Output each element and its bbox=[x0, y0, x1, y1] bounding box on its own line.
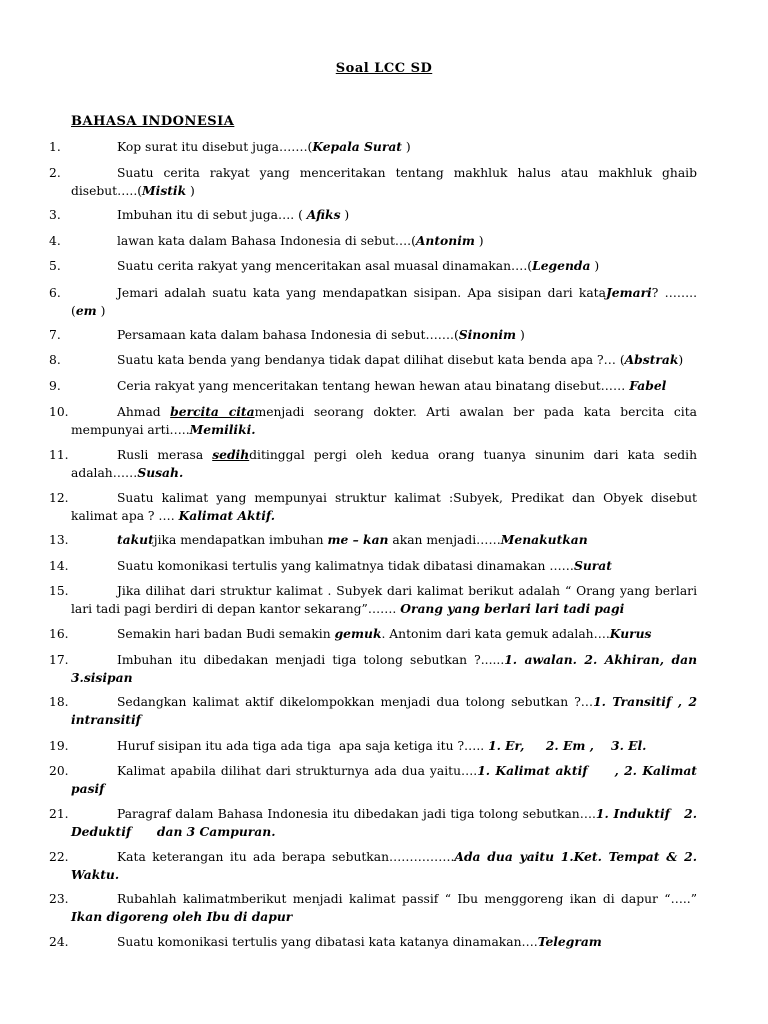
section-heading: BAHASA INDONESIA bbox=[71, 114, 235, 129]
question-number: 20. bbox=[49, 764, 69, 778]
answer-text: Kurus bbox=[609, 626, 652, 641]
answer-text: Telegram bbox=[537, 934, 602, 949]
question-text: Suatu cerita rakyat yang menceritakan asal muasal dinamakan….(Legenda ) bbox=[117, 258, 600, 273]
question-text: Kata keterangan itu ada berapa sebutkan…………….Ada dua yaitu 1.Ket. Tempat & 2. Waktu. bbox=[71, 849, 697, 882]
answer-text: Susah. bbox=[137, 465, 184, 480]
question-text: takutjika mendapatkan imbuhan me – kan akan menjadi……Menakutkan bbox=[117, 532, 588, 547]
question-text: lawan kata dalam Bahasa Indonesia di sebut….(Antonim ) bbox=[117, 233, 484, 248]
answer-text: Ada dua yaitu 1.Ket. Tempat & 2. Waktu. bbox=[71, 849, 697, 882]
question-number: 4. bbox=[49, 234, 61, 248]
question-number: 10. bbox=[49, 405, 69, 419]
question-text: Huruf sisipan itu ada tiga ada tiga apa saja ketiga itu ?….. 1. Er, 2. Em , 3. El. bbox=[117, 738, 647, 753]
question-text: Suatu kalimat yang mempunyai struktur kalimat :Subyek, Predikat dan Obyek disebut kalimat apa ? …. Kalimat Aktif. bbox=[71, 491, 697, 523]
answer-text: 1. Transitif , 2 intransitif bbox=[71, 694, 697, 727]
question-number: 21. bbox=[49, 807, 69, 821]
answer-text: 1. awalan. 2. Akhiran, dan 3.sisipan bbox=[71, 652, 698, 685]
question-text: Semakin hari badan Budi semakin gemuk. Antonim dari kata gemuk adalah….Kurus bbox=[117, 626, 652, 641]
answer-text: Kalimat Aktif. bbox=[178, 508, 276, 523]
answer-text: Menakutkan bbox=[500, 532, 588, 547]
question-text: Suatu kata benda yang bendanya tidak dapat dilihat disebut kata benda apa ?… (Abstrak) bbox=[117, 352, 684, 367]
question-number: 7. bbox=[49, 328, 61, 342]
question-text: Persamaan kata dalam bahasa Indonesia di sebut…….(Sinonim ) bbox=[117, 327, 525, 342]
answer-text: Abstrak bbox=[624, 352, 679, 367]
answer-text: Ikan digoreng oleh Ibu di dapur bbox=[71, 909, 293, 924]
question-text: Rubahlah kalimatmberikut menjadi kalimat passif “ Ibu menggoreng ikan di dapur “…..” Ikan digoreng oleh Ibu di dapur bbox=[71, 892, 697, 924]
question-number: 23. bbox=[49, 892, 69, 906]
question-text: Ahmad bercita citamenjadi seorang dokter. Arti awalan ber pada kata bercita cita mempunyai arti…..Memiliki. bbox=[71, 404, 697, 437]
answer-text: Sinonim bbox=[458, 327, 517, 342]
question-number: 19. bbox=[49, 739, 69, 753]
question-text: Rusli merasa sedihditinggal pergi oleh kedua orang tuanya sinunim dari kata sedih adalah……Susah. bbox=[71, 447, 697, 480]
answer-text: 1. Er, 2. Em , 3. El. bbox=[488, 738, 647, 753]
question-text: Kalimat apabila dilihat dari strukturnya ada dua yaitu….1. Kalimat aktif , 2. Kalimat pasif bbox=[71, 763, 702, 796]
question-number: 12. bbox=[49, 491, 69, 505]
question-text: Jika dilihat dari struktur kalimat . Subyek dari kalimat berikut adalah “ Orang yang berlari lari tadi pagi berdiri di depan kantor sekarang”……. Orang yang berlari lari tadi pagi bbox=[71, 584, 697, 616]
answer-text: Antonim bbox=[415, 233, 475, 248]
question-number: 16. bbox=[49, 627, 69, 641]
question-text: Imbuhan itu dibedakan menjadi tiga tolong sebutkan ?......1. awalan. 2. Akhiran, dan 3.sisipan bbox=[71, 652, 698, 685]
question-text: Imbuhan itu di sebut juga…. ( Afiks ) bbox=[117, 207, 350, 222]
question-number: 15. bbox=[49, 584, 69, 598]
question-number: 3. bbox=[49, 208, 61, 222]
document-title: Soal LCC SD bbox=[335, 61, 433, 76]
question-number: 18. bbox=[49, 695, 69, 709]
answer-text: Afiks bbox=[306, 207, 341, 222]
question-text: Kop surat itu disebut juga…….(Kepala Surat ) bbox=[117, 139, 411, 154]
question-text: Suatu komonikasi tertulis yang dibatasi kata katanya dinamakan….Telegram bbox=[117, 934, 602, 949]
question-text: Sedangkan kalimat aktif dikelompokkan menjadi dua tolong sebutkan ?…1. Transitif , 2 intransitif bbox=[71, 694, 697, 727]
question-number: 14. bbox=[49, 559, 69, 573]
question-text: Jemari adalah suatu kata yang mendapatkan sisipan. Apa sisipan dari kataJemari? …….. (em ) bbox=[71, 285, 697, 318]
question-number: 9. bbox=[49, 379, 61, 393]
answer-text: Memiliki. bbox=[189, 422, 256, 437]
question-number: 24. bbox=[49, 935, 69, 949]
question-text: Suatu cerita rakyat yang menceritakan tentang makhluk halus atau makhluk ghaib disebut…..(Mistik ) bbox=[71, 166, 697, 198]
answer-text: 1. Induktif 2. Deduktif dan 3 Campuran. bbox=[71, 806, 702, 839]
question-number: 17. bbox=[49, 653, 69, 667]
answer-text: Mistik bbox=[142, 183, 187, 198]
answer-text: em bbox=[75, 303, 97, 318]
answer-text: Surat bbox=[573, 558, 612, 573]
answer-text: 1. Kalimat aktif , 2. Kalimat pasif bbox=[71, 763, 702, 796]
question-text: Suatu komonikasi tertulis yang kalimatnya tidak dibatasi dinamakan ……Surat bbox=[117, 558, 612, 573]
question-number: 11. bbox=[49, 448, 69, 462]
question-text: Paragraf dalam Bahasa Indonesia itu dibedakan jadi tiga tolong sebutkan….1. Induktif 2. Deduktif dan 3 Campuran. bbox=[71, 806, 702, 839]
question-number: 1. bbox=[49, 140, 61, 154]
question-number: 13. bbox=[49, 533, 69, 547]
answer-text: Kepala Surat bbox=[312, 139, 402, 154]
question-number: 5. bbox=[49, 259, 61, 273]
answer-text: Orang yang berlari lari tadi pagi bbox=[400, 601, 625, 616]
question-number: 8. bbox=[49, 353, 61, 367]
question-number: 6. bbox=[49, 286, 61, 300]
answer-text: Legenda bbox=[532, 258, 591, 273]
question-number: 2. bbox=[49, 166, 61, 180]
answer-text: Fabel bbox=[629, 378, 667, 393]
question-text: Ceria rakyat yang menceritakan tentang hewan hewan atau binatang disebut…… Fabel bbox=[117, 378, 667, 393]
question-number: 22. bbox=[49, 850, 69, 864]
